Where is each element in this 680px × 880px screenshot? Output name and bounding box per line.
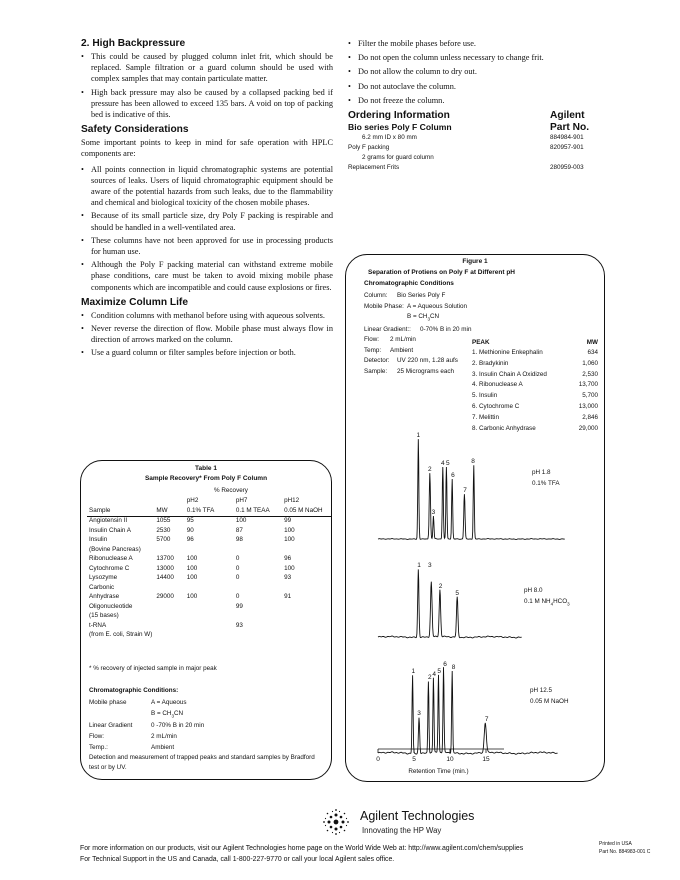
table-row: (15 bases) <box>89 612 119 619</box>
peak-label: 1 <box>411 668 416 675</box>
list-item: 1. Methionine Enkephalin 634 <box>472 349 598 356</box>
ordering-table <box>348 134 606 174</box>
list-item: 8. Carbonic Anhydrase 29,000 <box>472 424 598 432</box>
table-header-row: pH2 pH7 pH12 <box>186 497 300 504</box>
part-no-label: Part No. <box>550 122 590 134</box>
ch3cn-formula: $B = CH_3CN$ <box>407 313 440 322</box>
table-row: Anhydrase 29000 100 0 91 <box>89 593 292 600</box>
list-item: • All points connection in liquid chromatographic systems are potential sources of leaks. Users of liquid chromatographic equipment should be aware of the potential hazards from such leaks, due to the flammability and chemical and biological toxicity of the chosen mobile phases. <box>81 164 333 209</box>
footer-print-info: Printed in USA Part No. 884983-001 C <box>599 841 651 855</box>
table1-conditions: Mobile phase A = Aqueous $B = CH_3CN$ Linear Gradient 0 -70% B in 20 min Flow: 2 mL/min Temp.: Ambient <box>89 699 205 751</box>
agilent-spark-logo <box>320 806 352 838</box>
x-tick-label: 0 <box>376 756 380 763</box>
list-item: • High back pressure may also be caused by a collapsed packing bed if pressure has been allowed to exceed 135 bars. A void on top of packing bed is indicative of this. <box>81 87 333 121</box>
maximize-heading: Maximize Column Life <box>81 296 188 308</box>
spark-icon <box>320 806 352 838</box>
trace1-label: pH 1.8 0.1% TFA <box>532 469 560 487</box>
list-item: • Although the Poly F packing material can withstand extreme mobile phase conditions, care must be taken to avoid mixing mobile phase components which are incompatible and could cause explosions or fires. <box>81 259 333 293</box>
figure1-title: Figure 1 <box>462 258 488 265</box>
table1-subtitle: Sample Recovery* From Poly F Column <box>144 475 268 482</box>
peak-label: 8 <box>471 458 475 465</box>
list-item: • Do not autoclave the column. <box>348 81 606 92</box>
table-row: Replacement Frits 280959-003 <box>348 164 584 172</box>
footer-info-support: For Technical Support in the US and Canada, call 1-800-227-9770 or call your local Agilent sales office. <box>80 856 395 863</box>
table-row: Insulin 5700 96 98 100 <box>89 536 295 543</box>
list-item: • These columns have not been approved for use in processing products for human use. <box>81 235 333 257</box>
chromatogram-trace-1 <box>378 439 565 539</box>
high-backpressure-heading: 2. High Backpressure <box>81 38 186 49</box>
right-column <box>348 38 606 174</box>
table-row: Ribonuclease A 13700 100 0 96 <box>89 555 292 562</box>
x-tick-label: 10 <box>446 756 454 763</box>
table-row: (Bovine Pancreas) <box>89 545 141 553</box>
left-column <box>81 38 333 361</box>
peak-label: 6 <box>451 472 455 479</box>
peak-label: 3 <box>431 509 436 516</box>
peak-label: 3 <box>417 710 421 717</box>
safety-heading: Safety Considerations <box>81 124 189 136</box>
footer-tagline: Innovating the HP Way <box>362 826 442 835</box>
nh4hco3-formula: 0.1 M $NH_4HCO_3$ <box>524 597 570 606</box>
peak-label: 6 <box>443 661 447 668</box>
ch3cn-formula: $B = CH_3CN$ <box>151 709 184 718</box>
table-row: (from E. coli, Strain W) <box>89 631 153 638</box>
peak-label: 5 <box>437 668 442 675</box>
list-item: • Never reverse the direction of flow. Mobile phase must always flow in direction of arrows marked on the column. <box>81 323 333 345</box>
table-row: Carbonic <box>89 583 115 591</box>
ordering-subheading: Bio series Poly F Column <box>348 122 452 133</box>
table-row: 2 grams for guard column <box>362 154 434 162</box>
trace2-label: pH 8.0 0.1 M $NH_4HCO_3$ <box>524 586 570 609</box>
table-row: 6.2 mm ID x 80 mm 884984-901 <box>362 134 584 142</box>
footer-info <box>80 843 523 865</box>
list-item: • Do not allow the column to dry out. <box>348 66 606 77</box>
list-item: • This could be caused by plugged column inlet frit, which should be replaced. Sample filtration or a guard column should be used with complex samples that may contain particulate matter. <box>81 51 333 85</box>
figure1-conditions-heading: Chromatographic Conditions <box>364 280 454 287</box>
footer-info-web: For more information on our products, visit our Agilent Technologies home page on the World Wide Web at: http://www.agilent.com/chem/supplies <box>80 845 524 852</box>
list-item: • Do not open the column unless necessary to change frit. <box>348 52 606 63</box>
peak-label: 8 <box>451 664 456 671</box>
table-row: t-RNA 93 <box>89 621 243 629</box>
peak-label: 2 <box>438 583 443 590</box>
peak-label: 4 <box>432 671 437 678</box>
chromatogram-trace-3 <box>378 667 558 754</box>
table1-conditions-heading: Chromatographic Conditions: <box>89 687 179 694</box>
table-row: Insulin Chain A 2530 90 87 100 <box>89 526 295 534</box>
list-item: 6. Cytochrome C 13,000 <box>472 402 598 410</box>
table-row: Cytochrome C 13000 100 0 100 <box>89 564 295 572</box>
figure1-conditions: Column: Bio Series Poly F Mobile Phase: A = Aqueous Solution $B = CH_3CN$ Linear Gradient:: 0-70% B in 20 min Flow: 2 mL/min Temp: Ambient Detector: UV 220 nm, 1.28 aufs Sample: 25 Micrograms each <box>364 292 472 375</box>
peak-label: 3 <box>427 562 432 569</box>
recovery-table <box>87 497 331 641</box>
ordering-subheader <box>348 122 606 133</box>
table-row: Angiotensin II 1055 95 100 99 <box>89 517 292 524</box>
care-list <box>348 38 606 106</box>
list-item: • Do not freeze the column. <box>348 95 606 106</box>
ordering-heading: Ordering Information <box>348 110 450 122</box>
safety-list <box>81 164 333 293</box>
ordering-brand: Agilent <box>550 110 585 122</box>
list-item: • Because of its small particle size, dry Poly F packing is respirable and should be handled in a well-ventilated area. <box>81 210 333 232</box>
list-item: • Condition columns with methanol before using with aqueous solvents. <box>81 310 333 321</box>
peak-label: 5 <box>445 460 450 467</box>
peak-label: 4 <box>440 460 445 467</box>
peak-label: 7 <box>463 487 467 494</box>
table-row: Lysozyme 14400 100 0 93 <box>89 574 292 581</box>
peak-header: PEAK MW <box>472 339 598 346</box>
table-row: Poly F packing 820957-901 <box>348 144 584 152</box>
maximize-list <box>81 310 333 359</box>
peak-label: 2 <box>427 466 432 473</box>
high-backpressure-list <box>81 51 333 120</box>
list-item: 2. Bradykinin 1,060 <box>472 359 598 367</box>
figure1-box <box>345 254 605 782</box>
table1-box <box>80 460 332 780</box>
figure1-subtitle: Separation of Protiens on Poly F at Different pH <box>368 269 515 276</box>
list-item: • Use a guard column or filter samples before injection or both. <box>81 347 333 358</box>
ordering-header <box>348 110 606 121</box>
list-item: 3. Insulin Chain A Oxidized 2,530 <box>472 370 598 378</box>
trace3-label: pH 12.5 0.05 M NaOH <box>530 687 569 705</box>
table1-footnote: * % recovery of injected sample in major peak <box>89 665 217 672</box>
peak-label: 5 <box>455 590 460 597</box>
table-row: Oligonucleotide 99 <box>89 602 243 610</box>
x-tick-label: 5 <box>412 756 416 763</box>
list-item: 4. Ribonuclease A 13,700 <box>472 381 598 389</box>
peak-label: 7 <box>484 716 489 723</box>
footer-brand: Agilent Technologies <box>360 809 475 823</box>
list-item: 5. Insulin 5,700 <box>472 392 598 400</box>
table1-detection: Detection and measurement of trapped peaks and standard samples by Bradford test or by UV. <box>89 754 315 771</box>
peak-label: 1 <box>417 562 421 569</box>
x-axis-label: Retention Time (min.) <box>408 768 469 775</box>
peak-label: 2 <box>427 674 432 681</box>
table1-title: Table 1 <box>195 465 217 472</box>
x-tick-label: 15 <box>482 756 490 763</box>
table-header-row: Sample MW 0.1% TFA 0.1 M TEAA 0.05 M NaOH <box>87 507 331 517</box>
peak-label: 1 <box>416 432 421 439</box>
recovery-label: % Recovery <box>214 487 248 494</box>
chromatogram-trace-2 <box>378 569 522 638</box>
safety-intro: Some important points to keep in mind for safe operation with HPLC components are: <box>81 138 333 159</box>
list-item: 7. Melittin 2,846 <box>472 413 598 421</box>
list-item: • Filter the mobile phases before use. <box>348 38 606 49</box>
